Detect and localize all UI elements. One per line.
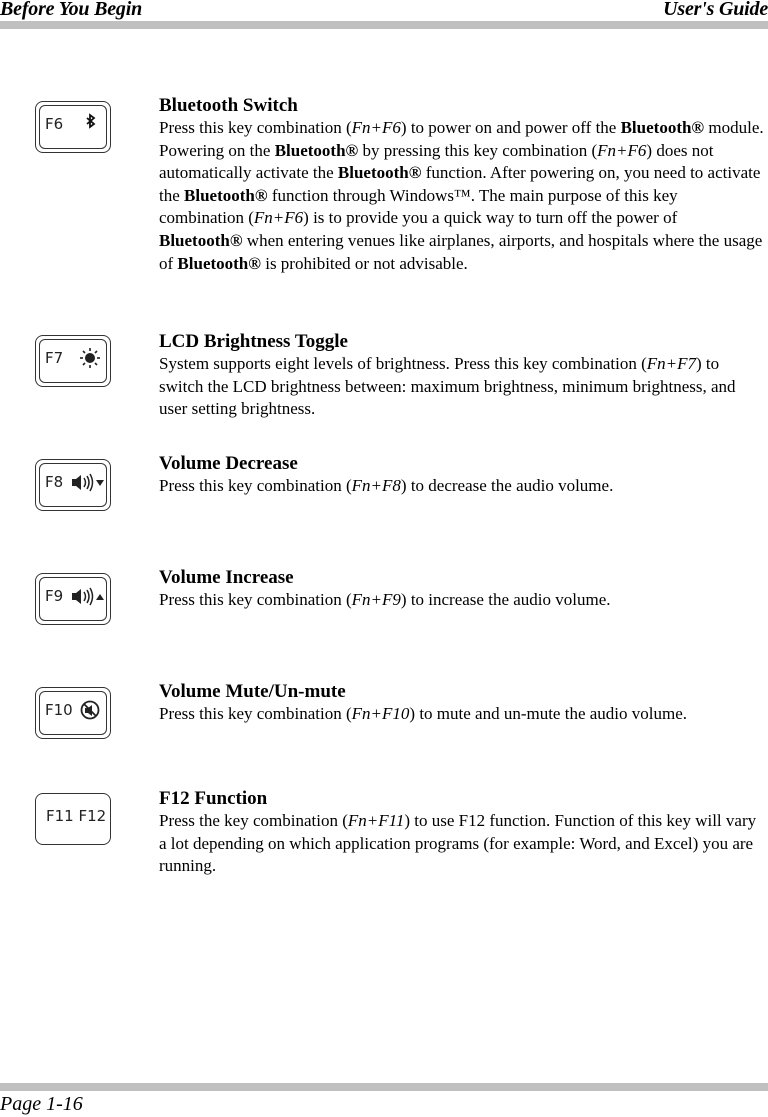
key-label: F11 F12 [46,807,107,825]
mute-icon [76,697,104,723]
key-f8-image [35,459,111,511]
section-body: Press this key combination (Fn+F6) to power on and power off the Bluetooth® module. Powering on the Bluetooth® by pressing this key combination (Fn+F6) does not automatically activate the Bluetooth® function. After powering on, you need to activate the Bluetooth® function through Windows™. The main purpose of this key combination (Fn+F6) is to provide you a quick way to turn off the power of Bluetooth® when entering venues like airplanes, airports, and hospitals where the usage of Bluetooth® is prohibited or not advisable. [159,118,764,273]
section-body: Press the key combination (Fn+F11) to use F12 function. Function of this key will vary a lot depending on which application programs (for example: Word, and Excel) you are running. [159,811,757,876]
section-body: System supports eight levels of brightness. Press this key combination (Fn+F7) to switch the LCD brightness between: maximum brightness, minimum brightness, and user setting brightness. [159,354,736,419]
page-number: Page 1-16 [0,1093,83,1115]
guide-title: User's Guide [663,0,768,20]
chapter-title: Before You Begin [0,0,142,20]
section-title: Bluetooth Switch [159,95,298,116]
key-label: F10 [45,701,73,719]
header-rule [0,21,768,29]
key-f6-image [35,101,111,153]
section-title: LCD Brightness Toggle [159,331,348,352]
section-bluetooth-switch [159,95,764,275]
section-volume-decrease [159,453,764,498]
key-label: F8 [45,473,64,491]
section-lcd-brightness [159,331,764,421]
volume-up-icon [70,583,106,609]
section-volume-mute [159,681,764,726]
volume-down-icon [70,469,106,495]
section-body: Press this key combination (Fn+F10) to mute and un-mute the audio volume. [159,704,688,723]
key-label: F9 [45,587,64,605]
key-f9-image [35,573,111,625]
brightness-icon [76,345,104,371]
section-title: Volume Decrease [159,453,298,474]
section-title: F12 Function [159,788,268,809]
key-f11-f12-image [35,793,111,845]
key-f10-image [35,687,111,739]
section-body: Press this key combination (Fn+F9) to increase the audio volume. [159,590,611,609]
section-title: Volume Mute/Un-mute [159,681,346,702]
section-body: Press this key combination (Fn+F8) to decrease the audio volume. [159,476,614,495]
section-volume-increase [159,567,764,612]
footer-rule [0,1083,768,1091]
bluetooth-icon [76,111,104,137]
key-label: F7 [45,349,64,367]
section-f12-function [159,788,764,878]
section-title: Volume Increase [159,567,294,588]
key-label: F6 [45,115,64,133]
key-f7-image [35,335,111,387]
